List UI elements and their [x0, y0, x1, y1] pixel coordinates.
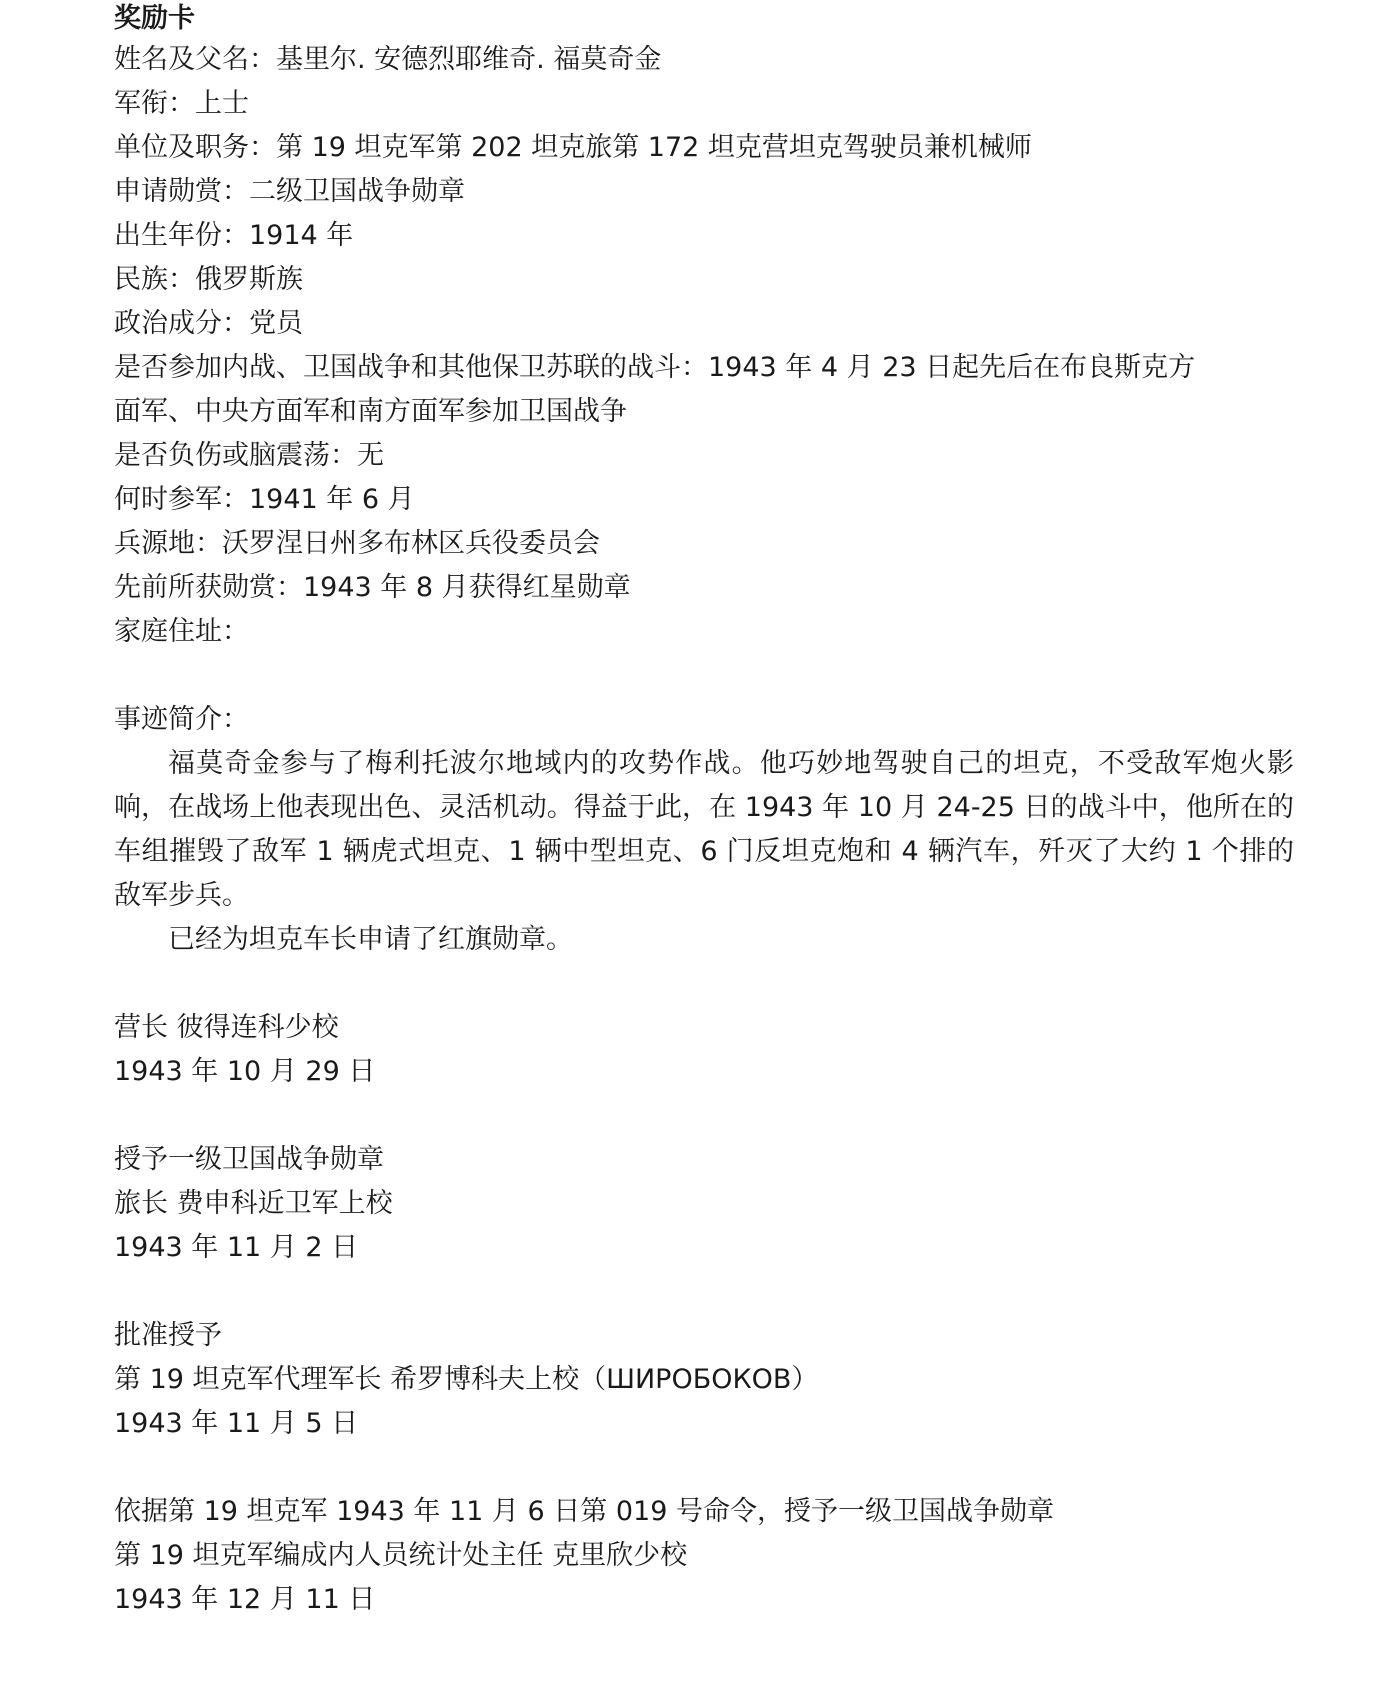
field-label: 申请勋赏： — [114, 176, 249, 207]
field-conscription-office — [114, 522, 1294, 566]
field-enlistment-date — [114, 478, 1294, 522]
field-value: 1943 年 4 月 23 日起先后在布良斯克方 — [708, 352, 1196, 383]
field-value: 1943 年 8 月获得红星勋章 — [303, 572, 631, 603]
field-value: 面军、中央方面军和南方面军参加卫国战争 — [114, 396, 627, 427]
summary-paragraph: 福莫奇金参与了梅利托波尔地域内的攻势作战。他巧妙地驾驶自己的坦克，不受敌军炮火影响，在战场上他表现出色、灵活机动。得益于此，在 1943 年 10 月 24-25 日的战斗中，他所在的车组摧毁了敌军 1 辆虎式坦克、1 辆中型坦克、6 门反坦克炮和 4 辆汽车，歼灭了大约 1 个排的敌军步兵。 — [114, 748, 1294, 911]
field-label: 单位及职务： — [114, 132, 276, 163]
field-label: 军衔： — [114, 88, 195, 119]
field-previous-awards — [114, 566, 1294, 610]
field-label: 政治成分： — [114, 308, 249, 339]
field-label: 是否参加内战、卫国战争和其他保卫苏联的战斗： — [114, 352, 708, 383]
field-value: 1914 年 — [249, 220, 354, 251]
date-line: 1943 年 11 月 5 日 — [114, 1408, 359, 1439]
field-combat-participation-continued — [114, 390, 1294, 434]
field-unit-position — [114, 126, 1294, 170]
field-combat-participation — [114, 346, 1294, 390]
field-label: 出生年份： — [114, 220, 249, 251]
field-label: 兵源地： — [114, 528, 222, 559]
decision-line: 批准授予 — [114, 1320, 222, 1351]
spacer — [114, 1270, 1294, 1314]
field-label: 何时参军： — [114, 484, 249, 515]
field-label: 是否负伤或脑震荡： — [114, 440, 357, 471]
spacer — [114, 654, 1294, 698]
field-wounds — [114, 434, 1294, 478]
summary-paragraph: 已经为坦克车长申请了红旗勋章。 — [168, 924, 573, 955]
document-title: 奖励卡 — [114, 3, 195, 34]
spacer — [114, 962, 1294, 1006]
personal-info-section — [114, 38, 1294, 654]
brigade-signature-block — [114, 1138, 1294, 1270]
field-home-address — [114, 610, 1294, 654]
field-label: 家庭住址： — [114, 616, 249, 647]
field-party-status — [114, 302, 1294, 346]
field-value: 无 — [357, 440, 384, 471]
signer-line: 第 19 坦克军代理军长 希罗博科夫上校（ШИРОБОКОВ） — [114, 1364, 819, 1395]
order-signature-block — [114, 1490, 1294, 1622]
field-value: 俄罗斯族 — [195, 264, 303, 295]
field-value: 基里尔. 安德烈耶维奇. 福莫奇金 — [276, 44, 662, 75]
field-label: 姓名及父名： — [114, 44, 276, 75]
signer-line: 第 19 坦克军编成内人员统计处主任 克里欣少校 — [114, 1540, 688, 1571]
spacer — [114, 1446, 1294, 1490]
date-line: 1943 年 10 月 29 日 — [114, 1056, 376, 1087]
field-value: 沃罗涅日州多布林区兵役委员会 — [222, 528, 600, 559]
award-card-document — [114, 0, 1294, 1622]
field-label: 民族： — [114, 264, 195, 295]
field-label: 先前所获勋赏： — [114, 572, 303, 603]
order-line: 依据第 19 坦克军 1943 年 11 月 6 日第 019 号命令，授予一级卫国战争勋章 — [114, 1496, 1054, 1527]
field-ethnicity — [114, 258, 1294, 302]
field-value: 上士 — [195, 88, 249, 119]
battalion-signature-block — [114, 1006, 1294, 1094]
field-rank — [114, 82, 1294, 126]
date-line: 1943 年 11 月 2 日 — [114, 1232, 359, 1263]
field-value: 第 19 坦克军第 202 坦克旅第 172 坦克营坦克驾驶员兼机械师 — [276, 132, 1032, 163]
summary-section — [114, 698, 1294, 962]
summary-heading: 事迹简介： — [114, 704, 249, 735]
spacer — [114, 1094, 1294, 1138]
signer-line: 营长 彼得连科少校 — [114, 1012, 339, 1043]
field-value: 二级卫国战争勋章 — [249, 176, 465, 207]
field-birth-year — [114, 214, 1294, 258]
field-value: 党员 — [249, 308, 303, 339]
corps-signature-block — [114, 1314, 1294, 1446]
decision-line: 授予一级卫国战争勋章 — [114, 1144, 384, 1175]
field-award-requested — [114, 170, 1294, 214]
signer-line: 旅长 费申科近卫军上校 — [114, 1188, 393, 1219]
date-line: 1943 年 12 月 11 日 — [114, 1584, 376, 1615]
field-value: 1941 年 6 月 — [249, 484, 415, 515]
field-full-name — [114, 38, 1294, 82]
